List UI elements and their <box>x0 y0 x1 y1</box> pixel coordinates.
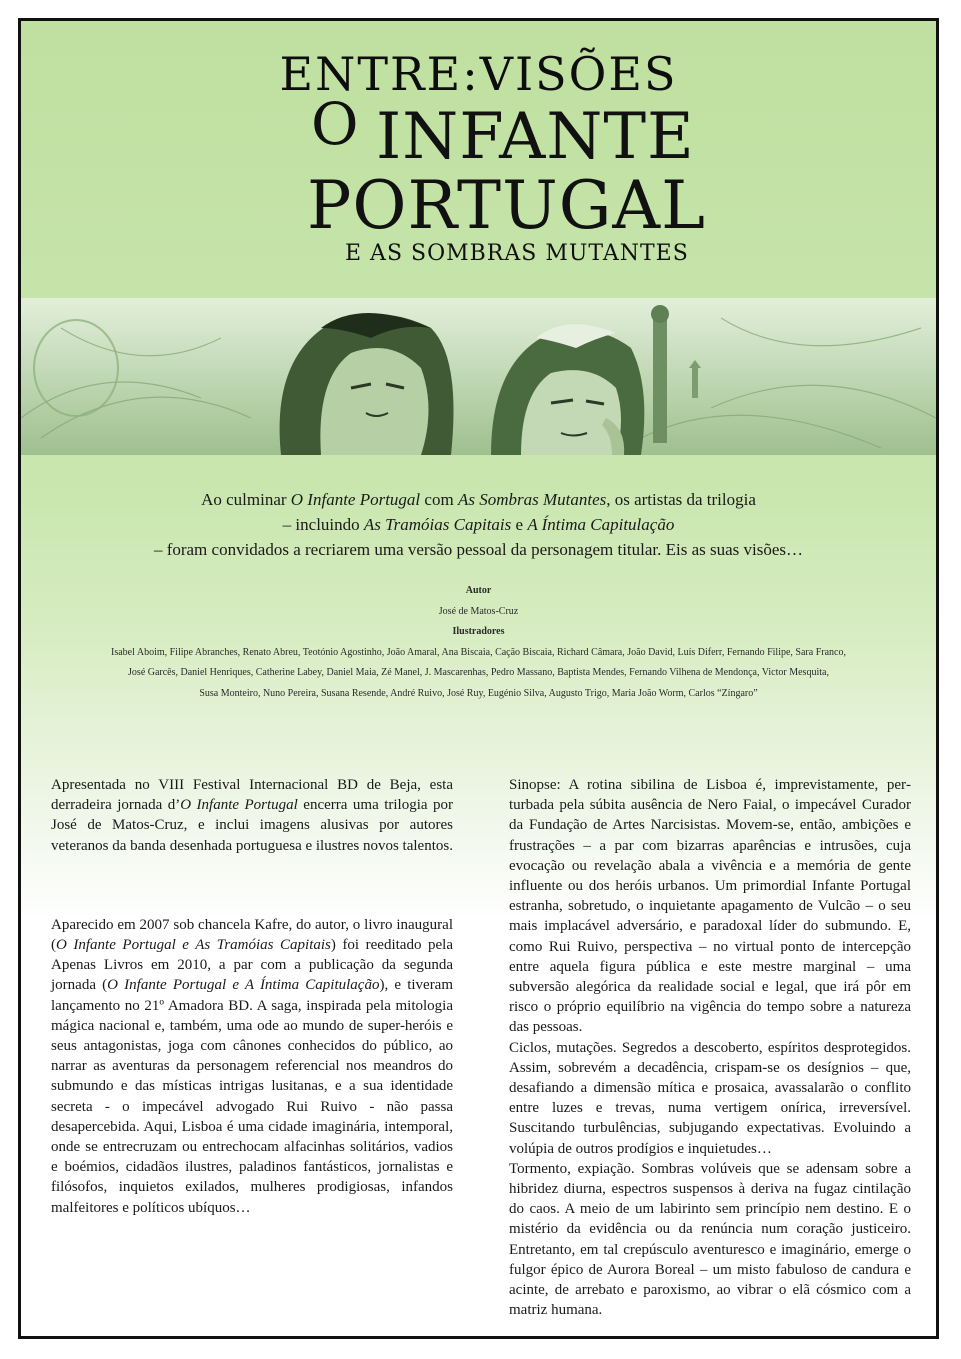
intro-text: – incluindo <box>282 515 364 534</box>
intro-text: Ao culminar <box>201 490 291 509</box>
book-title: O Infante Portugal e A Íntima Capitulação <box>107 977 380 994</box>
text: Aparecido em 2007 sob chancela Kafre, do autor, o livro inaugural ( <box>51 916 453 954</box>
credits-block <box>61 581 896 704</box>
title-o: O <box>311 90 359 158</box>
intro-title-tramoias: As Tramóias Capitais <box>363 515 512 534</box>
intro-text: , os artistas da trilogia <box>606 490 756 509</box>
comic-banner-illustration <box>21 298 936 455</box>
title-portugal: PORTUGAL <box>307 167 706 244</box>
intro-line-2 <box>61 512 896 537</box>
book-title: O Infante Portugal <box>180 797 298 814</box>
intro-paragraph <box>61 487 896 562</box>
title-block <box>21 47 936 101</box>
right-paragraph-2: Ciclos, mutações. Segredos a descoberto, espíritos desprotegidos. Assim, sobrevém a decadência, crispam-se os desígnios – que, desafiando a dimensão mítica e prosaica, avassalarão o conflito entre luzes e trevas, numa vertigem onírica, irreversível. Suscitando turbulências, subjugando expectativas. Evoluindo a volúpia de outros prodígios e inquietudes… <box>509 1039 911 1157</box>
text: A rotina sibilina de Lisboa é, imprevistamente, perturbada pela súbita ausência de Nero Faial, o impecável Curador da Fundação de Artes Narcisistas. Movem-se, então, ambições e frustrações – a par com bizarras aparências e intrusões, cuja evocação ou revelação abala a vivência e a memória de gente influente ou dos heróis urbanos. Um primordial Infante Portugal estranha, sobretudo, o inquietante apagamento de Vulcão – o seu mais implacável adversário, e paradoxal líder do submundo. E, como Rui Ruivo, perspectiva – no virtual ponto de intercepção entre aquela figura pública e este mestre marginal – uma subversão alegórica da realidade social e legal, que irá pôr em risco o próprio equilíbrio na vigência do tempo sobre a natureza das pessoas. <box>509 777 911 1036</box>
intro-title-infante: O Infante Portugal <box>290 490 421 509</box>
comic-illustration-icon <box>21 298 936 455</box>
text: ), e tiveram lançamento no 21º Amadora BD. A saga, inspirada pela mitologia mágica nacional e, também, uma ode ao mundo de super-heróis e seus antagonistas, joga com cânones conhecidos do público, ao narrar as aventuras da personagem referencial nos meandros do submundo e das místicas intrigas lusitanas, e a sua identidade secreta - o impecável advogado Rui Ruivo - não passa desapercebida. Aqui, Lisboa é uma cidade imaginária, intemporal, onde se entrecruzam ou entrechocam alfacinhas solitários, vadios e boémios, cidadãos ilustres, paladinos fantásticos, jornalistas e filósofos, inquietos exilados, mulheres prodigiosas, infandos malfeitores e políticos ubíquos… <box>51 977 454 1216</box>
text: ) foi reeditado pela Apenas Livros em 2010, a par com a publicação da segunda jornada ( <box>51 937 453 994</box>
illustrators-line-3: Susa Monteiro, Nuno Pereira, Susana Resende, André Ruivo, José Ruy, Eugénio Silva, Augusto Trigo, Maria João Worm, Carlos “Zíngaro” <box>199 687 758 699</box>
book-title: O Infante Portugal e As Tramóias Capitais <box>56 937 331 954</box>
illustrators-label: Ilustradores <box>452 626 505 637</box>
text: encerra uma trilogia por José de Matos-Cruz, e inclui imagens alusivas por autores veteranos da banda desenhada portuguesa e ilustres novos talentos. <box>51 797 453 854</box>
intro-line-3: – foram convidados a recriarem uma versão pessoal da personagem titular. Eis as suas visões… <box>153 540 804 559</box>
title-entre-visoes: ENTRE:VISÕES <box>279 47 678 101</box>
illustrators-line-2: José Garcês, Daniel Henriques, Catherine Labey, Daniel Maia, Zé Manel, J. Mascarenhas, Pedro Massano, Baptista Mendes, Fernando Vilhena de Mendonça, Victor Mesquita, <box>128 667 829 678</box>
left-paragraph-1 <box>51 775 453 856</box>
text: Apresentada no VIII Festival Internacional BD de Beja, esta derradeira jornada d’ <box>51 777 453 814</box>
right-column <box>509 775 911 1320</box>
paragraph-gap <box>51 856 453 915</box>
intro-text: e <box>511 515 528 534</box>
sinopse-label: Sinopse: <box>509 777 561 793</box>
illustrators-line-1: Isabel Aboim, Filipe Abranches, Renato Abreu, Teotónio Agostinho, João Amaral, Ana Biscaia, Cação Biscaia, Richard Câmara, João David, Luís Diferr, Fernando Filipe, Sara Franco, <box>111 646 846 658</box>
left-column <box>51 775 453 1218</box>
right-paragraph-3: Tormento, expiação. Sombras volúveis que se adensam sobre a hibridez diurna, espectros suspensos à deriva na fugaz cintilação do caos. A meio de um labirinto sem princípio nem destino. E o mistério da evidência ou da renúncia num coração justiceiro. Entretanto, em tal crepúsculo aventuresco e imaginário, emerge o fulgor épico de Aurora Boreal – um misto fabuloso de candura e acinte, de arrebato e paroxismo, ao vibrar o elã cósmico com a matriz humana. <box>509 1160 911 1319</box>
left-paragraph-2 <box>51 915 453 1218</box>
poster-page <box>18 18 939 1339</box>
intro-title-sombras: As Sombras Mutantes <box>457 490 607 509</box>
intro-title-intima: A Íntima Capitulação <box>527 515 675 534</box>
author-name: José de Matos-Cruz <box>438 605 519 617</box>
intro-text: com <box>420 490 458 509</box>
sinopse-paragraph <box>509 775 911 1038</box>
author-label: Autor <box>465 585 492 596</box>
title-logo <box>301 90 706 266</box>
title-subtitle: E AS SOMBRAS MUTANTES <box>345 241 689 266</box>
intro-line-1 <box>61 487 896 512</box>
title-infante: INFANTE <box>376 100 695 174</box>
